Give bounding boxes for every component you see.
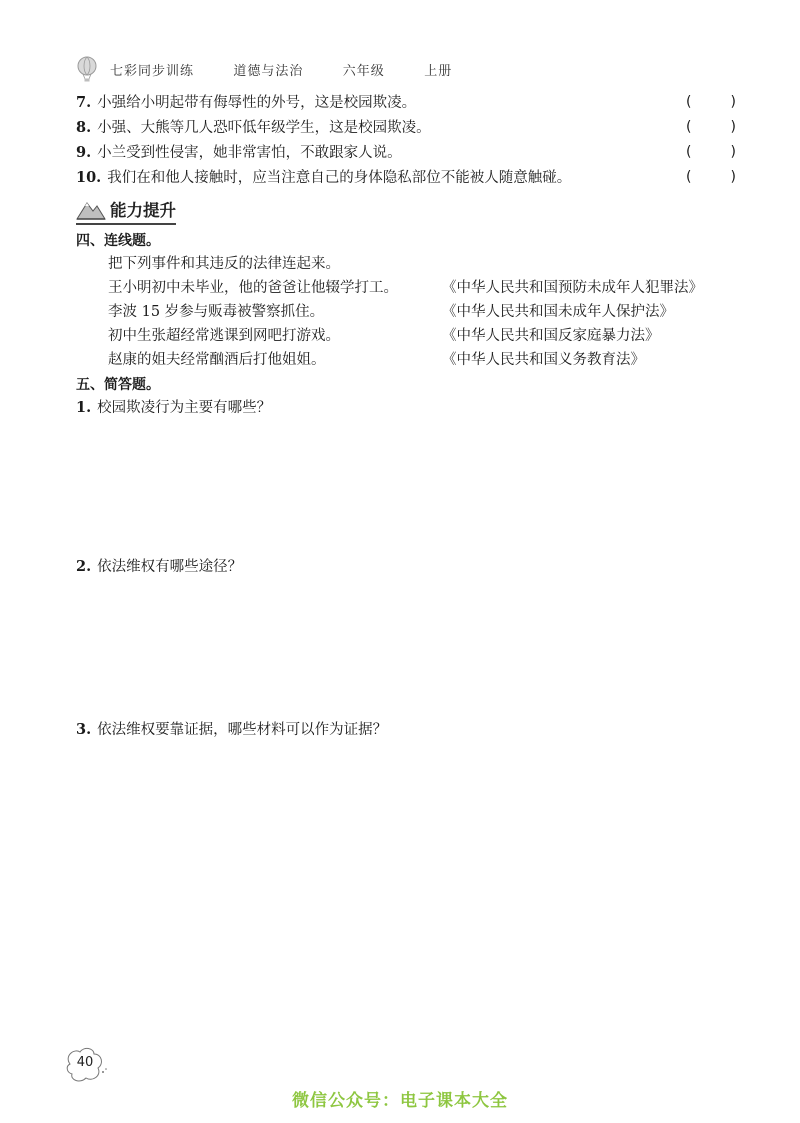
list-item: [76, 115, 736, 140]
item-number: 8.: [76, 119, 92, 136]
matching-law-item[interactable]: 《中华人民共和国预防未成年人犯罪法》: [442, 280, 703, 296]
matching-law-item[interactable]: 《中华人民共和国反家庭暴力法》: [442, 328, 660, 344]
section-divider: [76, 223, 176, 225]
question-item: [76, 718, 387, 739]
list-item: [76, 90, 736, 115]
answer-blank[interactable]: ( ): [686, 119, 736, 135]
mountain-icon: [76, 198, 106, 220]
matching-law-item[interactable]: 《中华人民共和国义务教育法》: [442, 352, 645, 368]
matching-event-item[interactable]: 李波 15 岁参与贩毒被警察抓住。: [108, 304, 325, 320]
item-number: 9.: [76, 144, 92, 161]
balloon-logo-icon: [74, 56, 100, 82]
page-number: 40: [76, 1055, 94, 1070]
matching-events: [108, 276, 398, 372]
matching-event-item[interactable]: 赵康的姐夫经常酗酒后打他姐姐。: [108, 352, 326, 368]
question-number: 1.: [76, 399, 92, 416]
true-false-list: [76, 90, 736, 190]
question-number: 2.: [76, 558, 92, 575]
item-text: 我们在和他人接触时，应当注意自己的身体隐私部位不能被人随意触碰。: [107, 170, 572, 186]
matching-laws: [442, 276, 703, 372]
item-number: 10.: [76, 169, 102, 186]
question-number: 3.: [76, 721, 92, 738]
short-answer-heading: 五、简答题。: [76, 377, 160, 393]
matching-law-item[interactable]: 《中华人民共和国未成年人保护法》: [442, 304, 674, 320]
answer-blank[interactable]: ( ): [686, 169, 736, 185]
matching-heading: 四、连线题。: [76, 233, 160, 249]
item-number: 7.: [76, 94, 92, 111]
page-number-badge: [60, 1042, 110, 1086]
answer-blank[interactable]: ( ): [686, 144, 736, 160]
answer-blank[interactable]: ( ): [686, 94, 736, 110]
list-item: [76, 165, 736, 190]
section-title: 能力提升: [110, 201, 176, 220]
question-text: 校园欺凌行为主要有哪些？: [97, 400, 272, 416]
matching-instruction: 把下列事件和其违反的法律连起来。: [108, 256, 340, 272]
item-text: 小兰受到性侵害，她非常害怕，不敢跟家人说。: [97, 145, 402, 161]
section-banner: [76, 195, 176, 223]
item-text: 小强给小明起带有侮辱性的外号，这是校园欺凌。: [97, 95, 417, 111]
header-title: 七彩同步训练 道德与法治 六年级 上册: [110, 63, 453, 79]
matching-event-item[interactable]: 初中生张超经常逃课到网吧打游戏。: [108, 328, 340, 344]
question-item: [76, 396, 271, 417]
watermark-text: 微信公众号：电子课本大全: [292, 1091, 508, 1111]
list-item: [76, 140, 736, 165]
question-text: 依法维权要靠证据，哪些材料可以作为证据？: [97, 722, 388, 738]
page-header: [74, 56, 452, 82]
question-item: [76, 555, 242, 576]
matching-event-item[interactable]: 王小明初中未毕业，他的爸爸让他辍学打工。: [108, 280, 398, 296]
item-text: 小强、大熊等几人恐吓低年级学生，这是校园欺凌。: [97, 120, 431, 136]
question-text: 依法维权有哪些途径？: [97, 559, 243, 575]
